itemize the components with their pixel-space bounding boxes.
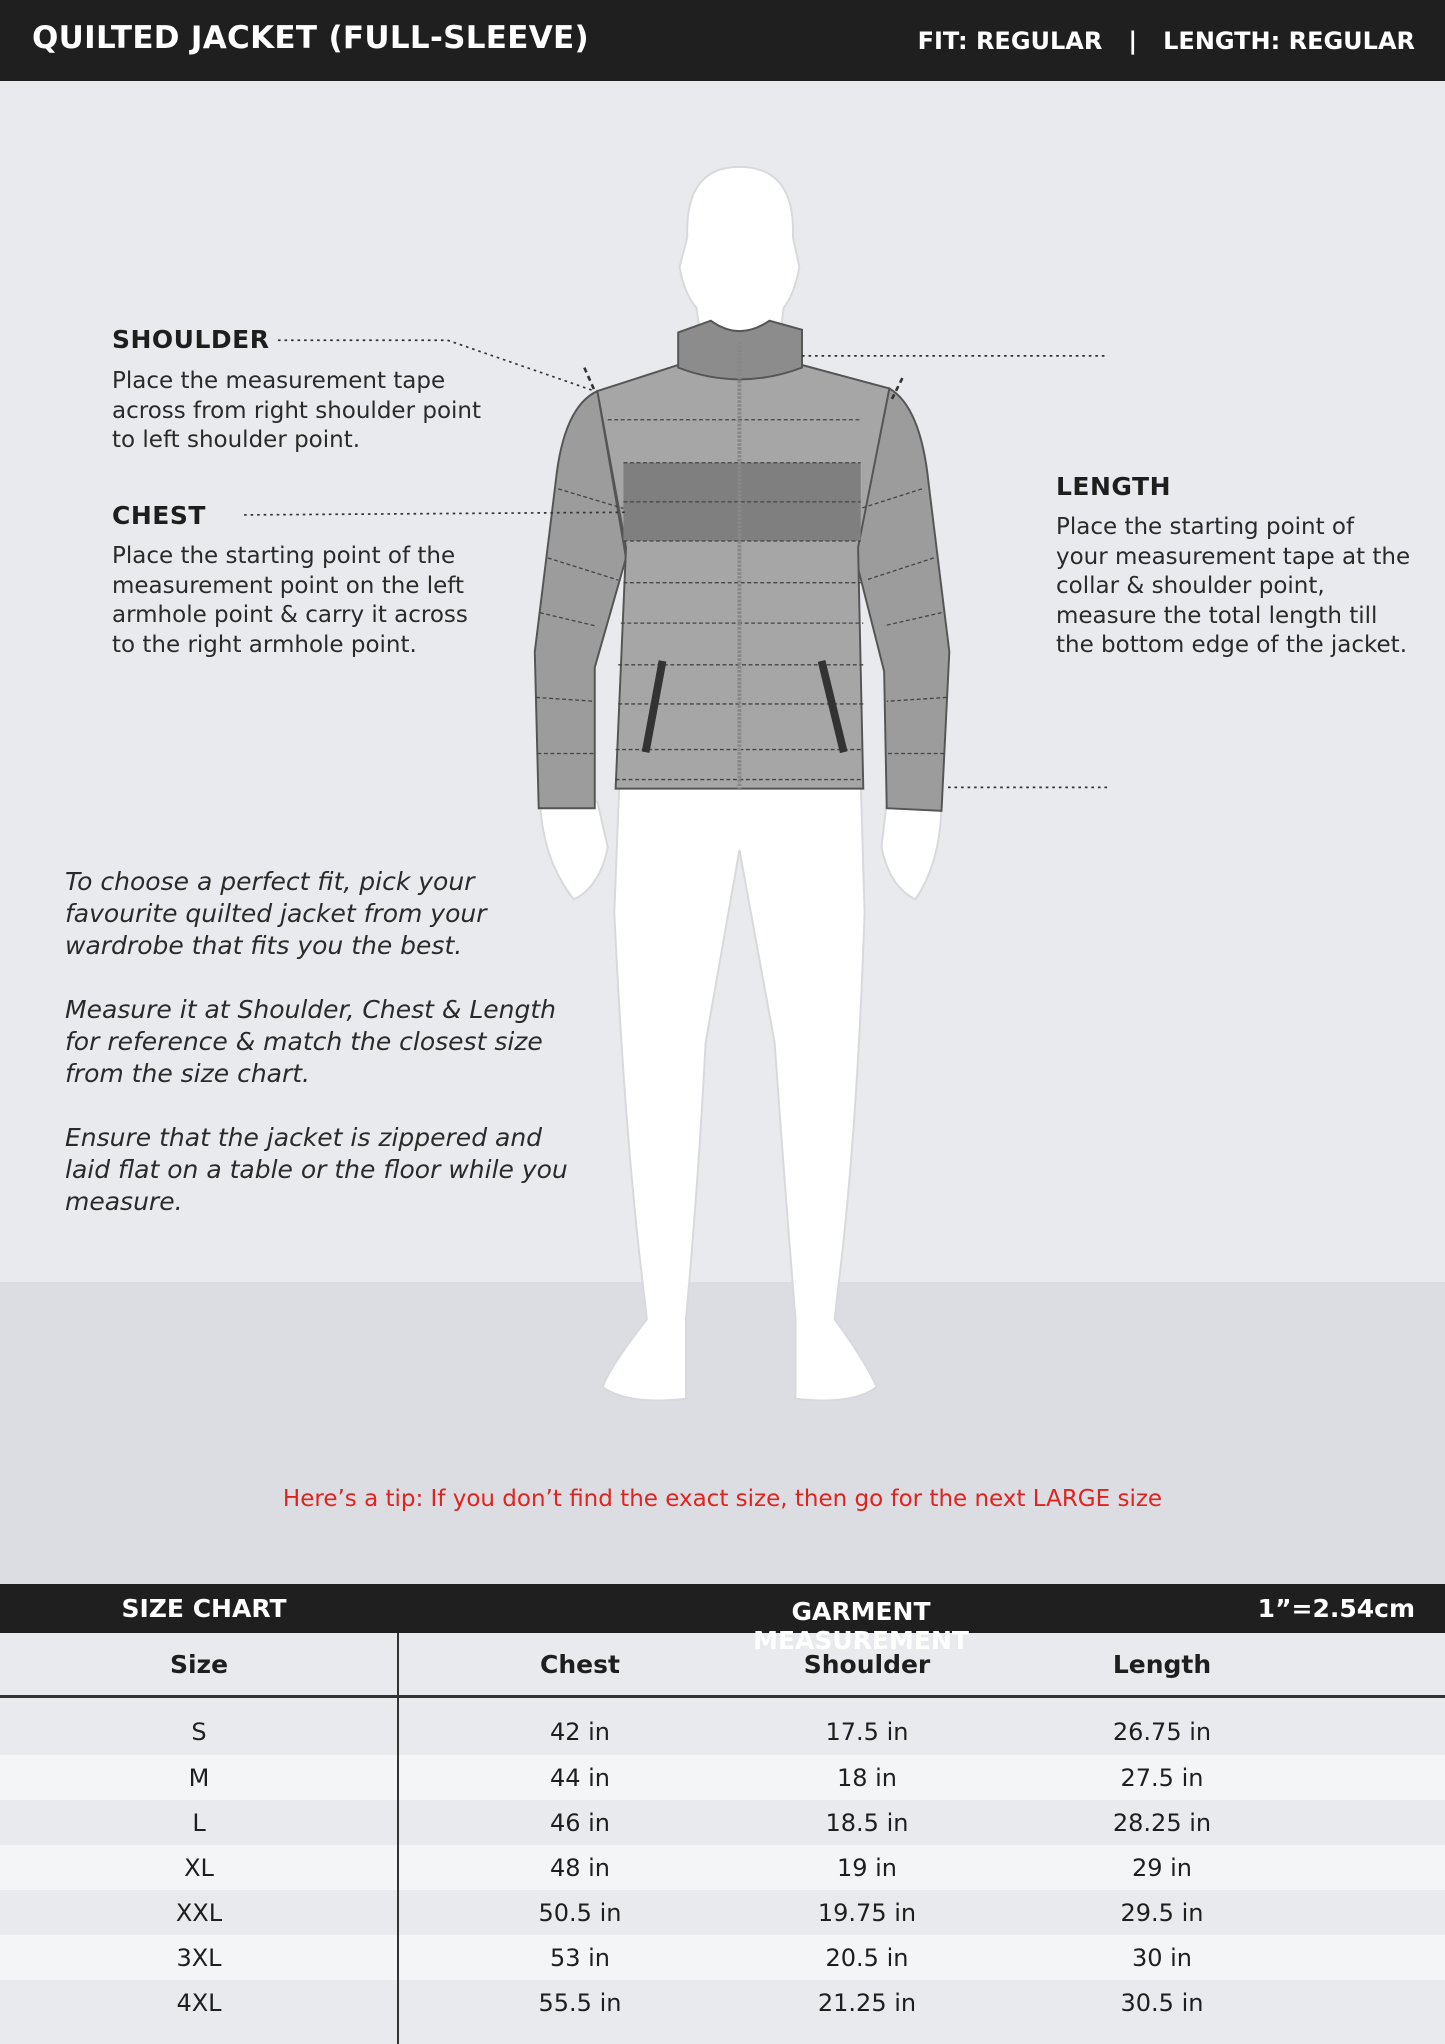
col-shoulder: Shoulder xyxy=(803,1649,931,1679)
length-cell: 30 in xyxy=(1131,1943,1193,1972)
chest-cell: 53 in xyxy=(549,1943,611,1972)
text-line: laid flat on a table or the floor while you xyxy=(65,1155,568,1184)
text-line: measure. xyxy=(65,1187,183,1216)
spacer xyxy=(65,962,568,994)
text-line: measurement point on the left xyxy=(112,572,465,599)
shoulder-cell: 17.5 in xyxy=(825,1718,909,1746)
product-title: QUILTED JACKET (FULL-SLEEVE) xyxy=(32,20,589,56)
table-row xyxy=(0,1845,1445,1890)
size-cell: 4XL xyxy=(176,1988,222,2017)
length-cell: 26.75 in xyxy=(1112,1718,1212,1746)
chest-cell: 44 in xyxy=(549,1763,611,1792)
text-line: from the size chart. xyxy=(65,1059,311,1088)
chest-instructions xyxy=(112,542,468,660)
text-line: collar & shoulder point, xyxy=(1056,573,1325,599)
text-line: Measure it at Shoulder, Chest & Length xyxy=(65,995,557,1024)
shoulder-cell: 18.5 in xyxy=(825,1808,909,1837)
shoulder-cell: 19.75 in xyxy=(817,1898,917,1927)
column-headers xyxy=(0,1633,1445,1698)
text-line: Place the starting point of the xyxy=(112,543,456,569)
col-chest: Chest xyxy=(540,1649,620,1679)
text-line: across from right shoulder point xyxy=(112,397,481,424)
length-cell: 28.25 in xyxy=(1112,1808,1212,1837)
size-cell: S xyxy=(191,1718,207,1746)
chest-cell: 46 in xyxy=(549,1808,611,1837)
table-row xyxy=(0,1890,1445,1935)
length-label: LENGTH: REGULAR xyxy=(1163,27,1415,55)
chest-cell: 42 in xyxy=(549,1718,611,1746)
shoulder-cell: 18 in xyxy=(836,1763,898,1792)
size-tip: Here’s a tip: If you don’t find the exact size, then go for the next LARGE size xyxy=(282,1486,1163,1512)
chest-heading: CHEST xyxy=(112,501,206,530)
fit-guide xyxy=(65,866,568,1218)
size-cell: M xyxy=(188,1763,210,1792)
chest-cell: 50.5 in xyxy=(538,1898,622,1927)
size-cell: XL xyxy=(184,1853,214,1882)
table-row xyxy=(0,1980,1445,2044)
col-length: Length xyxy=(1112,1649,1212,1679)
table-row xyxy=(0,1800,1445,1845)
column-divider xyxy=(397,1633,399,2044)
size-cell: L xyxy=(192,1808,206,1837)
text-line: wardrobe that fits you the best. xyxy=(65,931,463,960)
text-line: Ensure that the jacket is zippered and xyxy=(65,1123,543,1152)
text-line: to the right armhole point. xyxy=(112,631,417,658)
chest-cell: 55.5 in xyxy=(538,1988,622,2017)
col-size: Size xyxy=(169,1649,229,1679)
text-line: to left shoulder point. xyxy=(112,427,361,453)
length-heading: LENGTH xyxy=(1056,472,1171,501)
size-chart-title: SIZE CHART xyxy=(121,1594,287,1623)
text-line: for reference & match the closest size xyxy=(65,1027,543,1056)
size-cell: XXL xyxy=(175,1898,223,1927)
text-line: favourite quilted jacket from your xyxy=(65,899,487,928)
length-cell: 29.5 in xyxy=(1120,1898,1204,1927)
separator: | xyxy=(1128,27,1138,55)
text-line: measure the total length till xyxy=(1056,602,1378,629)
text-line: To choose a perfect fit, pick your xyxy=(65,867,475,896)
size-chart-header xyxy=(0,1584,1445,1655)
length-instructions xyxy=(1056,513,1410,661)
table-row xyxy=(0,1935,1445,1980)
text-line: the bottom edge of the jacket. xyxy=(1056,632,1408,658)
shoulder-cell: 19 in xyxy=(836,1853,898,1882)
size-cell: 3XL xyxy=(176,1943,222,1972)
table-row xyxy=(0,1701,1445,1755)
text-line: your measurement tape at the xyxy=(1056,543,1411,570)
text-line: Place the measurement tape xyxy=(112,368,446,394)
length-cell: 29 in xyxy=(1131,1853,1193,1882)
shoulder-cell: 20.5 in xyxy=(825,1943,909,1972)
chest-cell: 48 in xyxy=(549,1853,611,1882)
length-cell: 27.5 in xyxy=(1120,1763,1204,1792)
unit-conversion: 1”=2.54cm xyxy=(1257,1594,1415,1623)
shoulder-cell: 21.25 in xyxy=(817,1988,917,2017)
fit-label: FIT: REGULAR xyxy=(917,27,1103,55)
text-line: Place the starting point of xyxy=(1056,514,1355,540)
shoulder-heading: SHOULDER xyxy=(112,325,270,354)
length-cell: 30.5 in xyxy=(1120,1988,1204,2017)
spacer xyxy=(65,1090,568,1122)
garment-measurement-title: GARMENT MEASUREMENT xyxy=(753,1597,969,1655)
text-line: armhole point & carry it across xyxy=(112,602,468,628)
jacket xyxy=(535,321,950,811)
shoulder-instructions xyxy=(112,367,481,456)
table-row xyxy=(0,1755,1445,1800)
